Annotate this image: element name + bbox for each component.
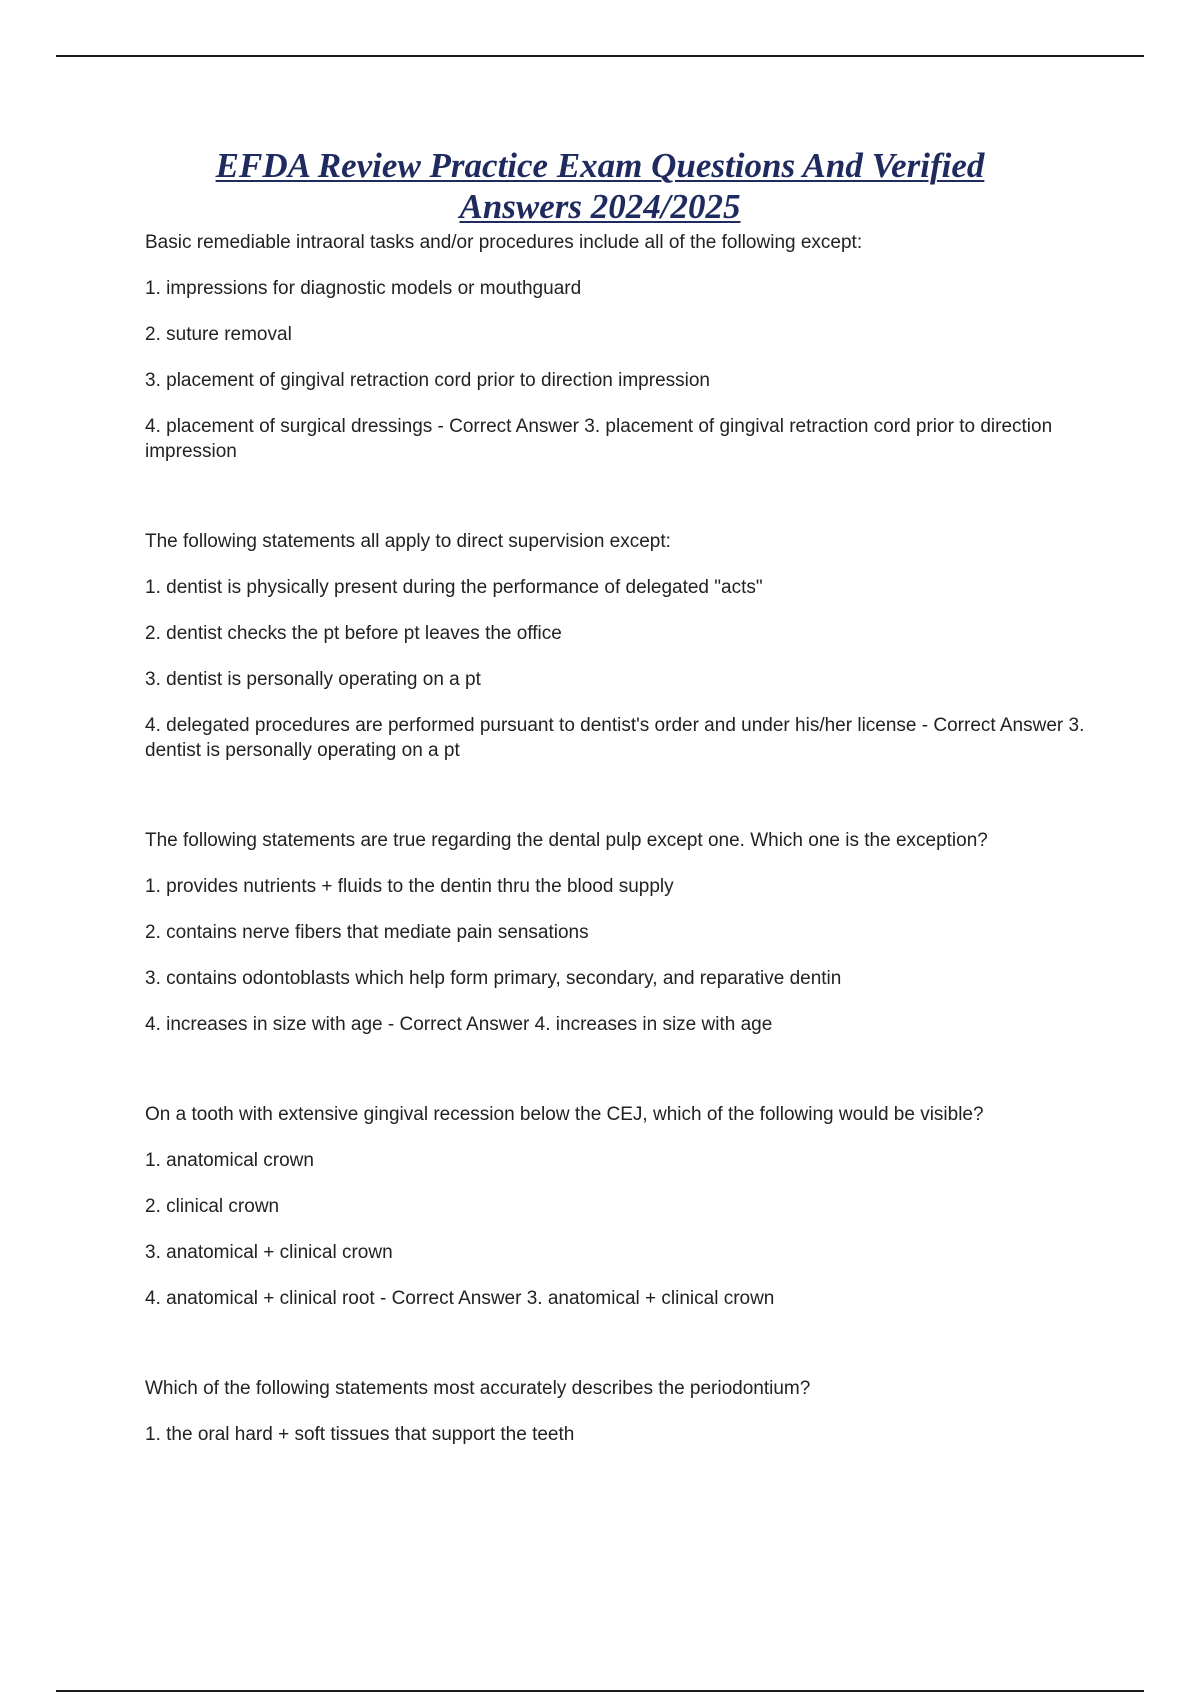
answer-option: 3. contains odontoblasts which help form primary, secondary, and reparative dentin [145, 968, 842, 989]
question-prompt: On a tooth with extensive gingival recession below the CEJ, which of the following would be visible? [145, 1104, 984, 1125]
title-line-2: Answers 2024/2025 [459, 187, 741, 226]
question-list [145, 230, 1085, 1468]
answer-option: 4. anatomical + clinical root - Correct Answer 3. anatomical + clinical crown [145, 1288, 775, 1309]
answer-option: 1. dentist is physically present during the performance of delegated "acts" [145, 577, 763, 598]
title-line-1: EFDA Review Practice Exam Questions And Verified [215, 146, 985, 185]
answer-option: 1. the oral hard + soft tissues that support the teeth [145, 1424, 575, 1445]
question-prompt: The following statements are true regarding the dental pulp except one. Which one is the exception? [145, 830, 988, 851]
answer-option: 4. placement of surgical dressings - Correct Answer 3. placement of gingival retraction cord prior to direction impression [145, 416, 1053, 462]
question-prompt: Which of the following statements most accurately describes the periodontium? [145, 1378, 811, 1399]
answer-option: 2. clinical crown [145, 1196, 280, 1217]
question-prompt: Basic remediable intraoral tasks and/or procedures include all of the following except: [145, 232, 863, 253]
answer-option: 1. anatomical crown [145, 1150, 314, 1171]
answer-option: 3. anatomical + clinical crown [145, 1242, 393, 1263]
bottom-rule [56, 1690, 1144, 1692]
answer-option: 1. provides nutrients + fluids to the dentin thru the blood supply [145, 876, 674, 897]
answer-option: 1. impressions for diagnostic models or mouthguard [145, 278, 582, 299]
question-prompt: The following statements all apply to direct supervision except: [145, 531, 671, 552]
document-title [160, 145, 1040, 227]
answer-option: 2. suture removal [145, 324, 292, 345]
question-block [145, 529, 1085, 763]
answer-option: 3. dentist is personally operating on a pt [145, 669, 481, 690]
answer-option: 3. placement of gingival retraction cord prior to direction impression [145, 370, 710, 391]
top-rule [56, 55, 1144, 57]
question-block [145, 1376, 1085, 1447]
question-block [145, 1102, 1085, 1311]
answer-option: 2. dentist checks the pt before pt leaves the office [145, 623, 562, 644]
answer-option: 4. delegated procedures are performed pursuant to dentist's order and under his/her license - Correct Answer 3. dentist is personally operating on a pt [145, 715, 1085, 761]
question-block [145, 230, 1085, 464]
answer-option: 2. contains nerve fibers that mediate pain sensations [145, 922, 589, 943]
question-block [145, 828, 1085, 1037]
answer-option: 4. increases in size with age - Correct Answer 4. increases in size with age [145, 1014, 773, 1035]
